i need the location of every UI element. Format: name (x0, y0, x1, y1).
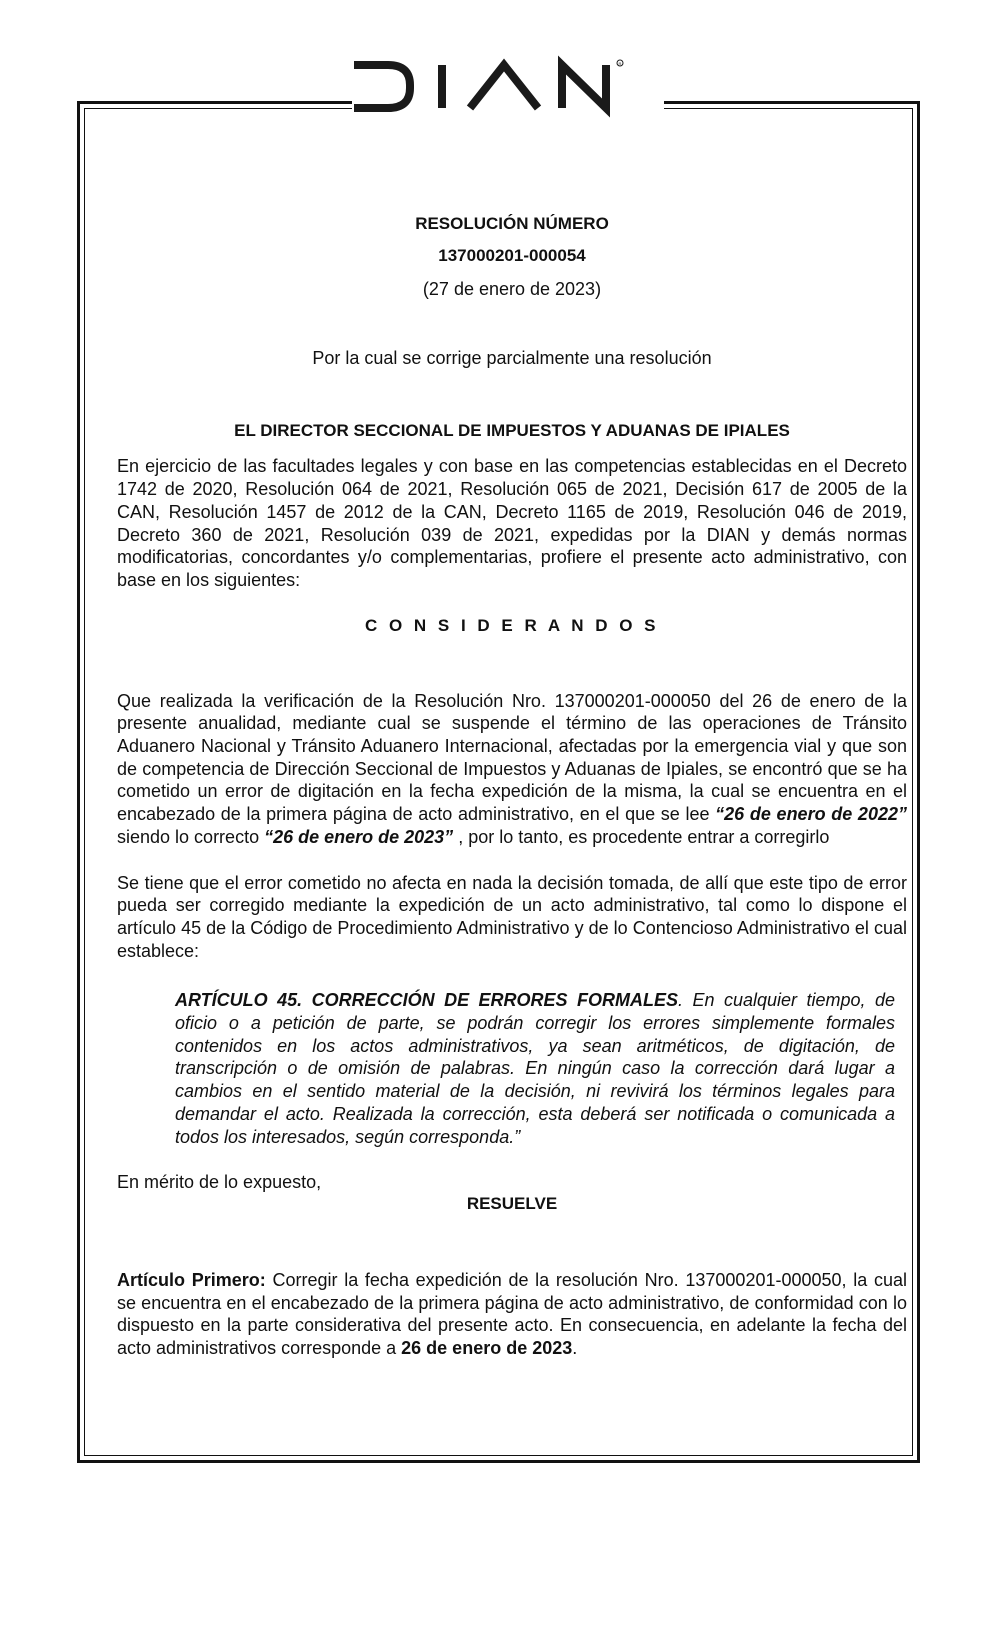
resolution-date: (27 de enero de 2023) (422, 279, 602, 299)
considerandos-heading: C O N S I D E R A N D O S (364, 615, 660, 635)
logo-letter-n (562, 65, 606, 108)
dian-logo-graphic (352, 50, 664, 130)
resuelve-heading: RESUELVE (466, 1193, 558, 1213)
registered-mark-letter: R (618, 61, 622, 66)
resolution-subject: Por la cual se corrige parcialmente una resolución (312, 347, 712, 368)
considerando-paragraph-1 (117, 690, 907, 849)
paragraph-1-text: Que realizada la verificación de la Resolución Nro. 137000201-000050 del 26 de enero de la presente anualidad, mediante cual se suspende el término de las operaciones de Tránsito Aduanero Nacional y Tránsito Aduanero Internacional, afectadas por la emergencia vial y que son de competencia de Dirección Seccional de Impuestos y Aduanas de Ipiales, se encontró que se ha cometido un error de digitación en la fecha expedición de la misma, la cual se encuentra en el encabezado de la primera página de acto administrativo, en el que se lee (117, 690, 907, 825)
resolution-title: RESOLUCIÓN NÚMERO (415, 214, 609, 233)
wrong-date: “26 de enero de 2022” (715, 804, 907, 825)
preamble-paragraph: En ejercicio de las facultades legales y con base en las competencias establecidas en el Decreto 1742 de 2020, Resolución 064 de 2021, Resolución 065 de 2021, Decisión 617 de 2005 de la CAN, Resolución 1457 de 2012 de la CAN, Decreto 1165 de 2019, Resolución 046 de 2019, Decreto 360 de 2021, Resolución 039 de 2021, expedidas por la DIAN y demás normas modificatorias, concordantes y/o complementarias, profiere el presente acto administrativo, con base en los siguientes: (117, 456, 907, 590)
document-body (117, 200, 907, 1360)
issuer-heading: EL DIRECTOR SECCIONAL DE IMPUESTOS Y ADUANAS DE IPIALES (234, 421, 790, 441)
logo-letter-d (354, 65, 410, 108)
logo-letter-a (470, 65, 538, 108)
quote-text: . En cualquier tiempo, de oficio o a petición de parte, se podrán corregir los errores simplemente formales contenidos en los actos administrativos, ya sean aritméticos, de digitación, de transcripción o de omisión de palabras. En ningún caso la corrección dará lugar a cambios en el sentido material de la decisión, ni revivirá los términos legales para demandar el acto. Realizada la corrección, esta deberá ser notificada o comunicada a todos los interesados, según corresponda.” (175, 990, 895, 1147)
article-first-date: 26 de enero de 2023 (401, 1338, 573, 1359)
article-first-text: Corregir la fecha expedición de la resolución Nro. 137000201-000050, la cual se encuentra en el encabezado de la primera página de acto administrativo, de conformidad con lo dispuesto en la parte considerativa del presente acto. En consecuencia, en adelante la fecha del acto administrativos corresponde a (117, 1269, 907, 1359)
article-45-quote (175, 989, 895, 1148)
resolution-number: 137000201-000054 (438, 246, 586, 265)
dian-logo (352, 50, 664, 130)
quote-title: ARTÍCULO 45. CORRECCIÓN DE ERRORES FORMALES (175, 990, 679, 1011)
correct-date: “26 de enero de 2023” (264, 826, 454, 847)
article-first-label: Artículo Primero: (117, 1269, 266, 1290)
paragraph-1-middle: siendo lo correcto (117, 826, 265, 847)
considerando-paragraph-2: Se tiene que el error cometido no afecta en nada la decisión tomada, de allí que este tipo de error pueda ser corregido mediante la expedición de un acto administrativo, tal como lo dispone el artículo 45 de la Código de Procedimiento Administrativo y de lo Contencioso Administrativo el cual establece: (117, 872, 907, 961)
paragraph-1-end: , por lo tanto, es procedente entrar a corregirlo (453, 826, 830, 847)
article-first (117, 1269, 907, 1360)
merito-line: En mérito de lo expuesto, (117, 1172, 322, 1193)
article-first-end: . (572, 1338, 578, 1359)
